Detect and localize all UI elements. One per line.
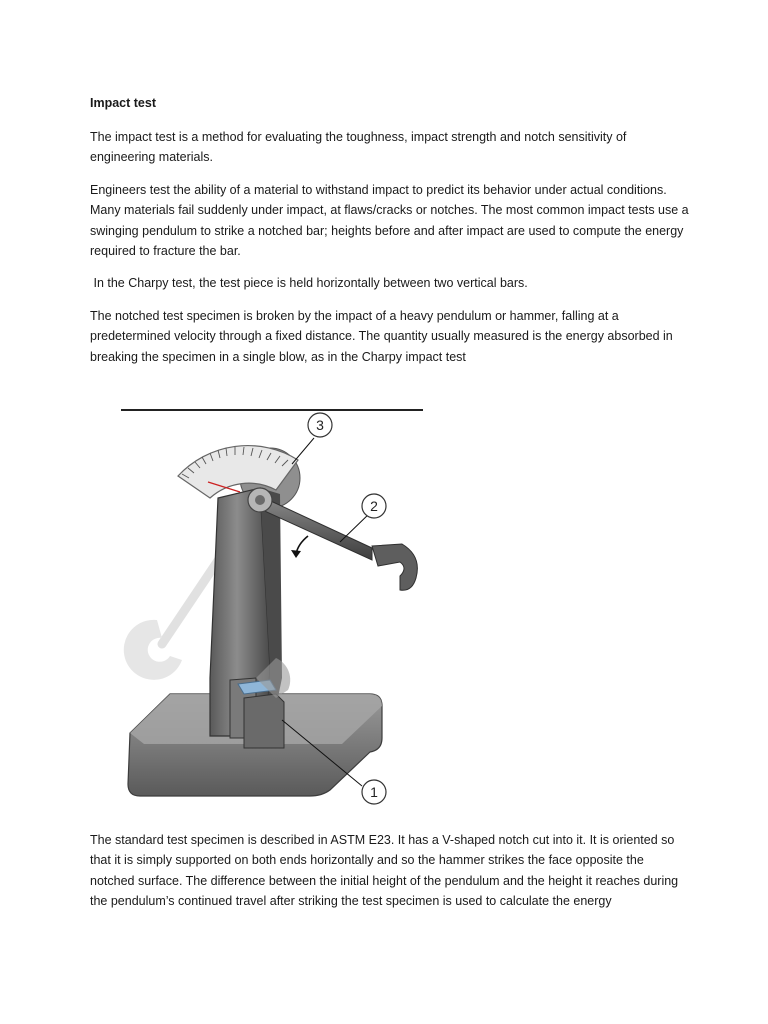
paragraph-engineers: Engineers test the ability of a material to withstand impact to predict its behavior under actual conditions. Many materials fail suddenly under impact, at flaws/cracks or notches. The most common impact tests use a swinging pendulum to strike a notched bar; heights before and after impact are used to compute the energy required to fracture the bar. bbox=[90, 182, 689, 259]
paragraph-specimen: The notched test specimen is broken by the impact of a heavy pendulum or hammer, falling at a predetermined velocity through a fixed distance. The quantity usually measured is the energy absorbed in breaking the specimen in a single blow, as in the Charpy impact test bbox=[90, 308, 673, 364]
callout-2-label: 2 bbox=[370, 498, 378, 514]
charpy-tester-illustration bbox=[110, 398, 440, 818]
charpy-tester-figure bbox=[110, 398, 440, 818]
pendulum-hammer bbox=[372, 544, 417, 590]
callout-3 bbox=[308, 413, 332, 437]
support-right bbox=[244, 694, 284, 748]
callout-1 bbox=[362, 780, 386, 804]
document-heading: Impact test bbox=[90, 96, 156, 110]
callout-1-label: 1 bbox=[370, 784, 378, 800]
callout-3-leader bbox=[292, 438, 314, 464]
document-body-continued bbox=[90, 830, 690, 924]
document-body bbox=[90, 93, 690, 379]
callout-3-label: 3 bbox=[316, 417, 324, 433]
paragraph-charpy: In the Charpy test, the test piece is held horizontally between two vertical bars. bbox=[90, 276, 528, 291]
paragraph-standard-specimen: The standard test specimen is described in ASTM E23. It has a V-shaped notch cut into it. It is oriented so that it is simply supported on both ends horizontally and so the hammer strikes the face opposite the notched surface. The difference between the initial height of the pendulum and the height it reaches during the pendulum’s continued travel after striking the test specimen is used to calculate the energy bbox=[90, 833, 679, 909]
paragraph-intro: The impact test is a method for evaluating the toughness, impact strength and notch sensitivity of engineering materials. bbox=[90, 130, 627, 165]
callout-2 bbox=[362, 494, 386, 518]
